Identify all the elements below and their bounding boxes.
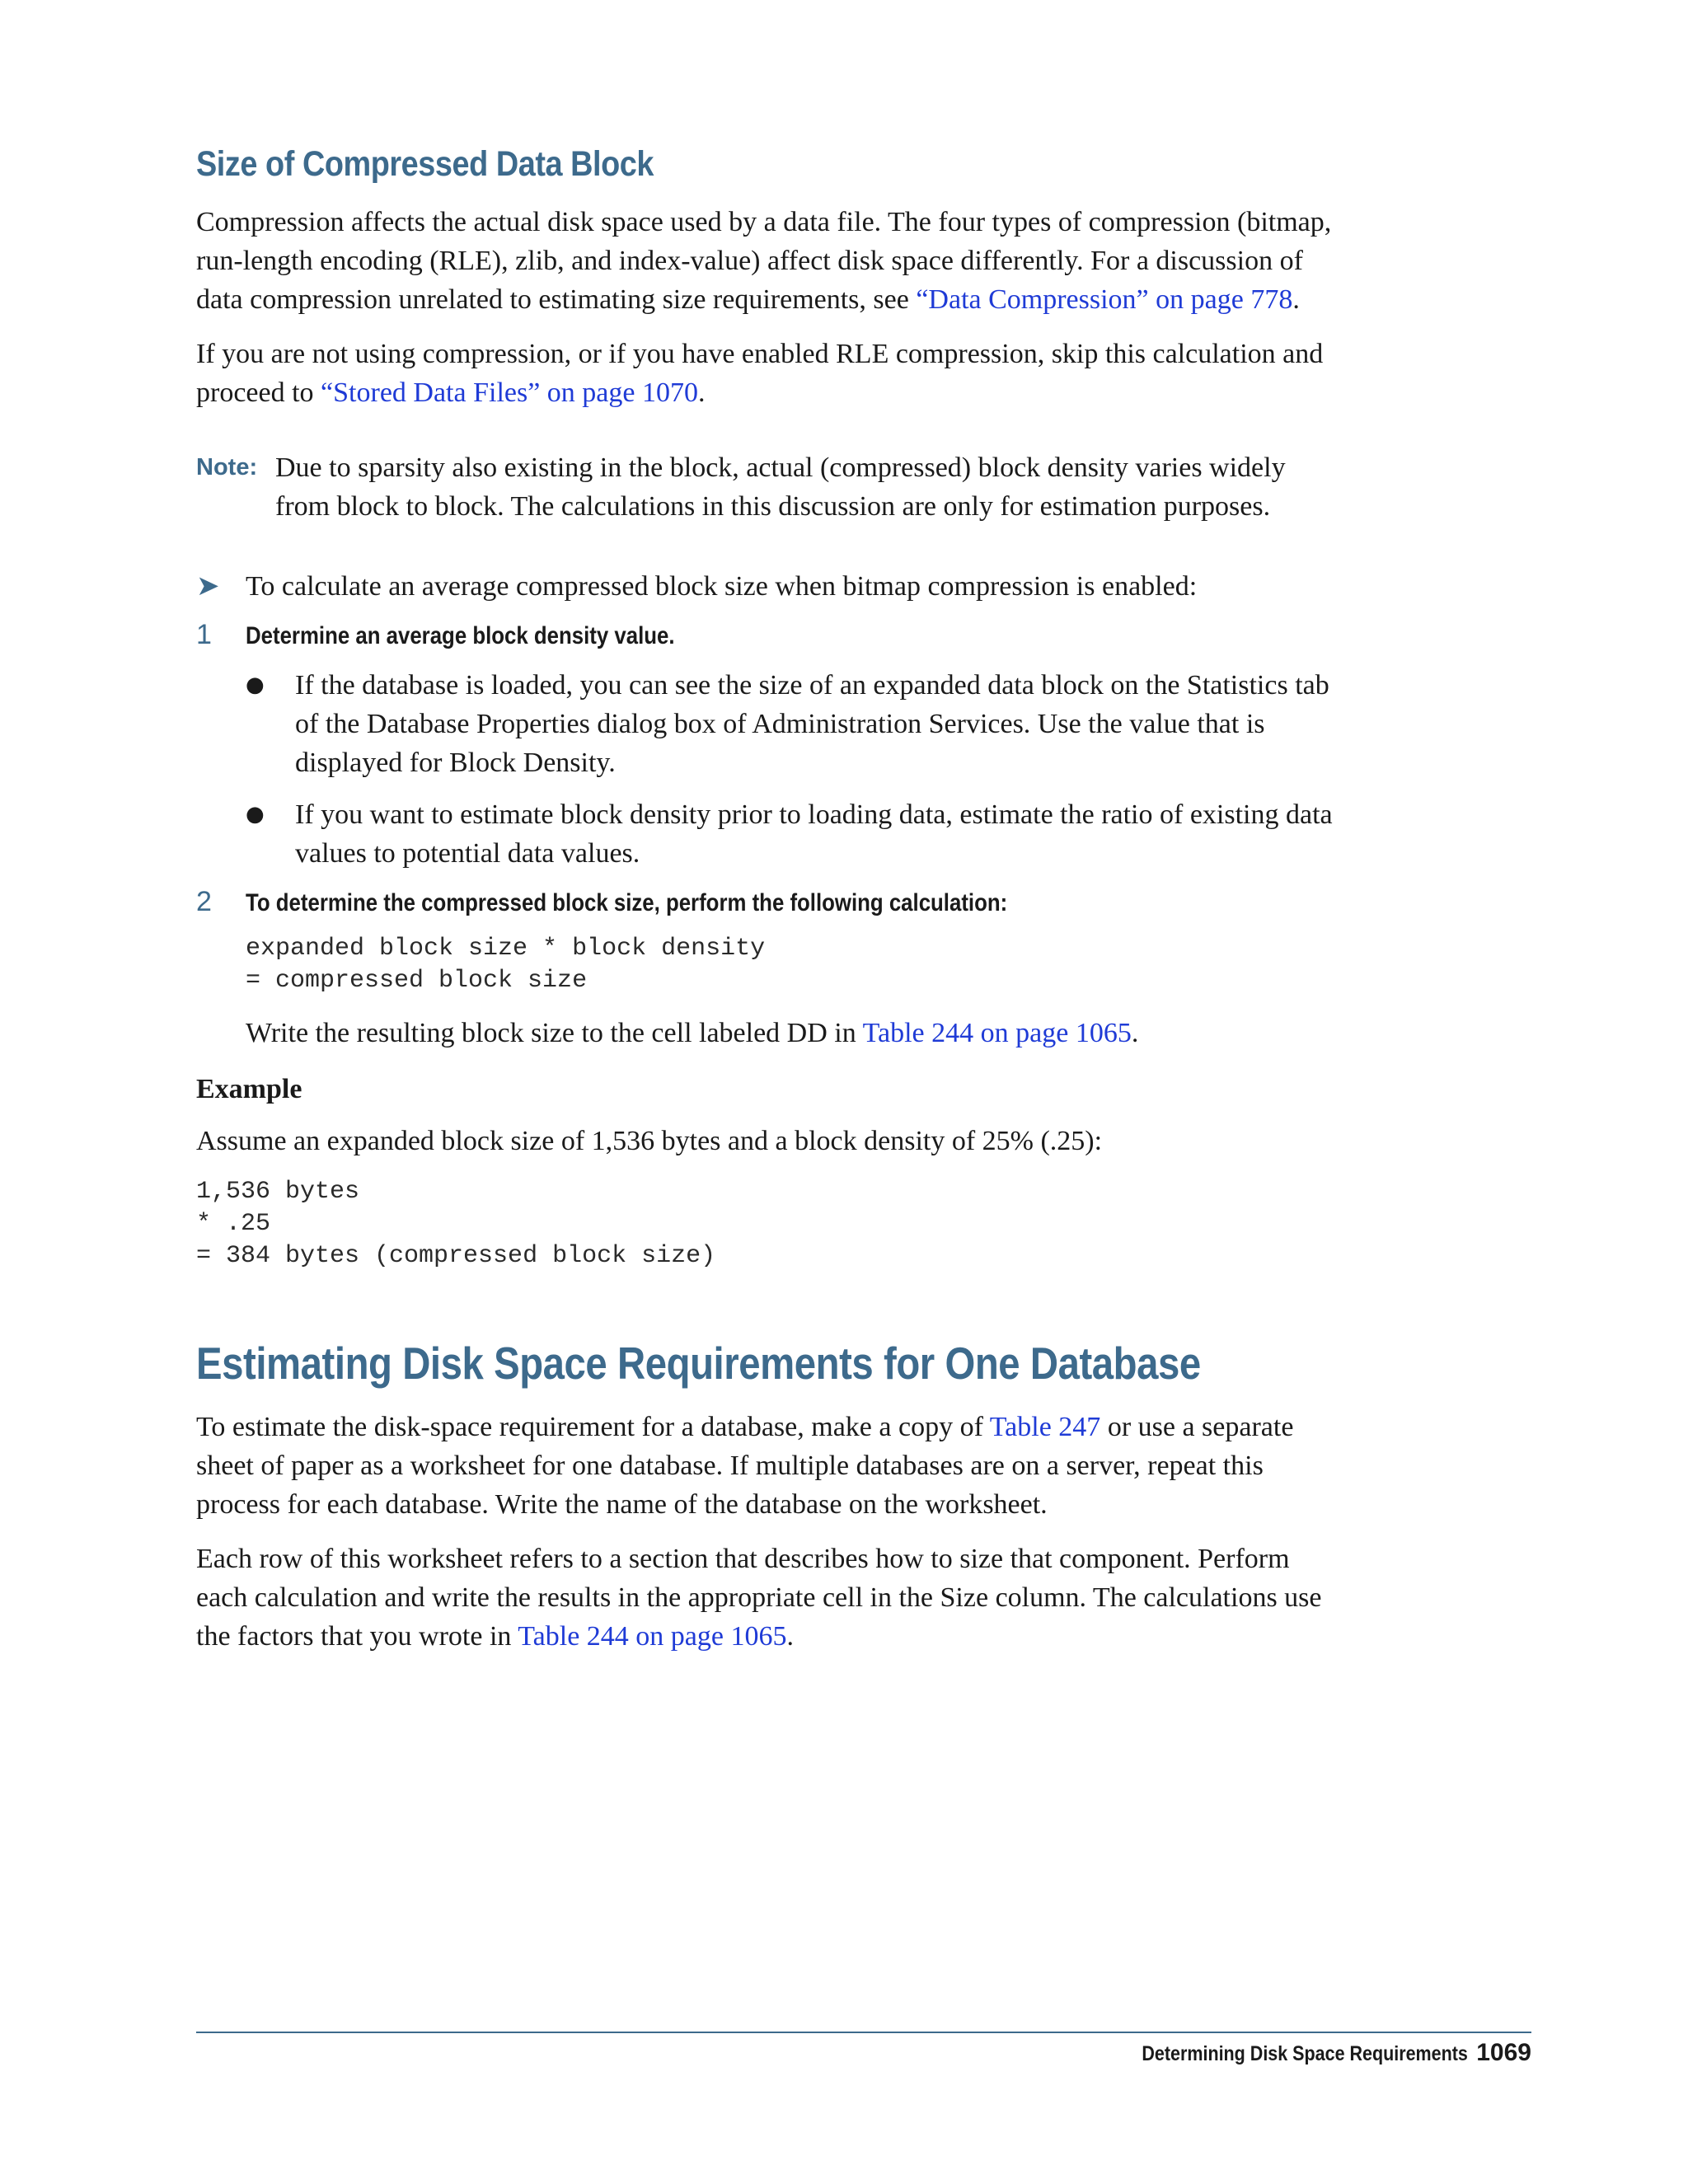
table-247-link[interactable]: Table 247 [989, 1412, 1101, 1442]
step-number: 2 [196, 886, 212, 917]
bullet-text: If you want to estimate block density prior to loading data, estimate the ratio of existing data values to potential data values. [295, 799, 1333, 869]
bullet-text: If the database is loaded, you can see the size of an expanded data block on the Statistics tab of the Database Properties dialog box of Administration Services. Use the value that is displayed for Block Density. [295, 670, 1329, 778]
page-footer [1089, 2039, 1531, 2067]
worksheet-text: Each row of this worksheet refers to a section that describes how to size that component. Perform each calculation and write the results in the appropriate cell in the Size column. The calculations use the factors that you wrote in [196, 1544, 1322, 1652]
procedure-intro-text: To calculate an average compressed block size when bitmap compression is enabled: [246, 571, 1198, 602]
footer-title: Determining Disk Space Requirements [1142, 2042, 1468, 2065]
step-1 [196, 619, 1334, 651]
section-title: Size of Compressed Data Block [196, 144, 654, 184]
example-heading: Example [196, 1074, 302, 1104]
table-244-link[interactable]: Table 244 on page 1065 [862, 1018, 1132, 1048]
step-number: 1 [196, 619, 212, 650]
page-number: 1069 [1476, 2039, 1531, 2066]
skip-text-end: . [697, 377, 706, 408]
step-text: Determine an average block density value. [246, 622, 675, 649]
calculation-code: expanded block size * block density = compressed block size [246, 935, 766, 995]
intro-text: Compression affects the actual disk space used by a data file. The four types of compression (bitmap, run-length encoding (RLE), zlib, and index-value) affect disk space differently. For a discussion of data compression unrelated to estimating size requirements, see [196, 207, 1332, 315]
table-244-link-2[interactable]: Table 244 on page 1065 [518, 1621, 787, 1652]
intro-paragraph [196, 203, 1334, 319]
procedure-intro [196, 567, 1334, 606]
example-text: Assume an expanded block size of 1,536 bytes and a block density of 25% (.25): [196, 1126, 1103, 1156]
intro-text-end: . [1292, 284, 1300, 315]
estimating-title: Estimating Disk Space Requirements for One Database [196, 1338, 1201, 1389]
procedure-arrow-icon: ➤ [196, 569, 220, 602]
estimating-text-end: or use a separate sheet of paper as a worksheet for one database. If multiple databases are on a server, repeat this process for each database. Write the name of the database on the worksheet. [196, 1412, 1294, 1520]
result-text-end: . [1131, 1018, 1139, 1048]
step-2 [196, 886, 1334, 918]
list-item [246, 666, 1334, 782]
note-label: Note: [196, 454, 258, 480]
footer-divider [196, 2032, 1531, 2033]
list-item [246, 795, 1334, 873]
data-compression-link[interactable]: “Data Compression” on page 778 [916, 284, 1293, 315]
worksheet-text-end: . [786, 1621, 794, 1652]
note-text: Due to sparsity also existing in the block, actual (compressed) block density varies widely from block to block. The calculations in this discussion are only for estimation purposes. [275, 452, 1286, 522]
estimating-text: To estimate the disk-space requirement for a database, make a copy of [196, 1412, 990, 1442]
stored-data-files-link[interactable]: “Stored Data Files” on page 1070 [321, 377, 698, 408]
bullet-icon: ● [246, 673, 265, 697]
skip-text: If you are not using compression, or if you have enabled RLE compression, skip this calculation and proceed to [196, 339, 1324, 408]
bullet-icon: ● [246, 802, 265, 827]
page-content [196, 144, 1334, 1671]
step-2-body [246, 933, 1334, 1052]
estimating-paragraph-2 [196, 1540, 1334, 1656]
note-block [196, 448, 1334, 526]
result-text: Write the resulting block size to the cell labeled DD in [246, 1018, 863, 1048]
skip-paragraph [196, 335, 1334, 412]
step-text: To determine the compressed block size, perform the following calculation: [246, 889, 1008, 916]
example-code: 1,536 bytes * .25 = 384 bytes (compressed block size) [196, 1178, 716, 1270]
step-2-result-paragraph [246, 1014, 1334, 1052]
bullet-list [246, 666, 1334, 873]
estimating-paragraph-1 [196, 1408, 1334, 1524]
